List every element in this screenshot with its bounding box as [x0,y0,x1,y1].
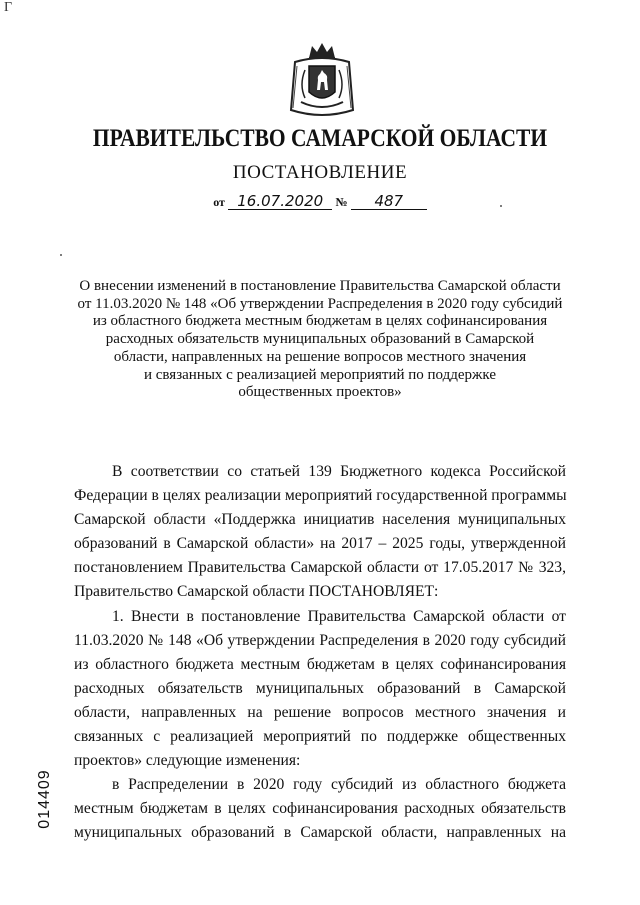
body-line: проектов» следующие изменения: [74,752,301,770]
title-line: из областного бюджета местным бюджетам в целях софинансирования [92,313,548,330]
document-body [74,460,566,846]
number-label: № [335,195,348,209]
title-line: области, направленных на решение вопросов местного значения [113,348,527,365]
body-line: Самарской области «Поддержка инициатив населения муниципальных [74,511,566,529]
title-line: О внесении изменений в постановление Правительства Самарской области [79,278,561,294]
document-title [70,278,570,402]
title-line: расходных обязательств муниципальных образований в Самарской [105,331,535,348]
body-line: местным бюджетам в целях софинансирования расходных обязательств [74,800,566,818]
body-line: из областного бюджета местным бюджетам в целях софинансирования [74,655,566,673]
body-line: области, направленных на решение вопросов местного значения и [74,703,566,721]
body-line: в Распределении в 2020 году субсидий из областного бюджета [112,776,566,794]
date-label: от [213,195,225,209]
organization-title: ПРАВИТЕЛЬСТВО САМАРСКОЙ ОБЛАСТИ [92,125,548,152]
body-line: постановлением Правительства Самарской области от 17.05.2017 № 323, [74,559,566,577]
scan-speck [60,254,62,256]
body-line: Федерации в целях реализации мероприятий государственной программы [74,487,567,505]
body-line: расходных обязательств муниципальных образований в Самарской [74,679,566,697]
body-line: муниципальных образований в Самарской области, направленных на [74,824,566,842]
serial-number: 014409 [36,769,53,829]
body-line: В соответствии со статьей 139 Бюджетного кодекса Российской [112,463,566,480]
body-line: Правительство Самарской области ПОСТАНОВЛЯЕТ: [74,583,439,601]
title-line: и связанных с реализацией мероприятий по поддержке [143,366,496,383]
corner-mark: Г [4,0,13,15]
title-line: общественных проектов» [238,384,402,401]
body-line: связанных с реализацией мероприятий по поддержке общественных [74,728,566,746]
document-type: ПОСТАНОВЛЕНИЕ [232,162,408,183]
body-line: 11.03.2020 № 148 «Об утверждении Распределения в 2020 году субсидий [74,631,566,649]
date-value: 16.07.2020 [228,194,332,210]
serial-stamp [27,760,57,840]
coat-of-arms-icon [287,40,357,120]
date-number-line [0,194,640,210]
number-value: 487 [351,194,427,210]
body-line: 1. Внести в постановление Правительства Самарской области от [112,607,566,625]
scan-speck [500,205,502,207]
body-line: образований в Самарской области» на 2017 – 2025 годы, утвержденной [74,535,566,553]
title-line: от 11.03.2020 № 148 «Об утверждении Распределения в 2020 году субсидий [77,295,563,312]
